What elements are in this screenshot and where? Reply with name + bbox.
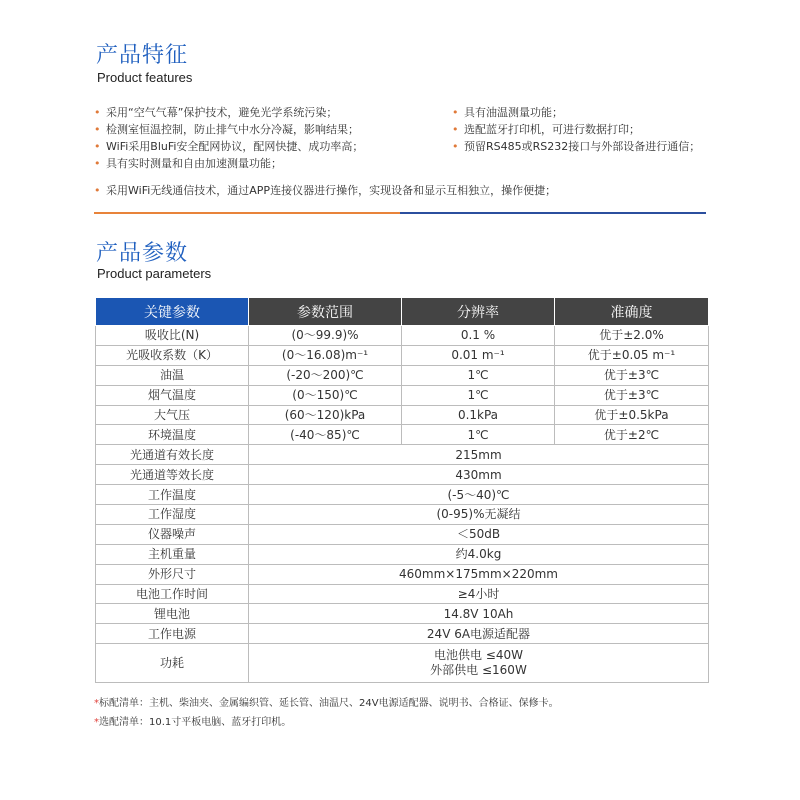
param-value: ≥4小时 — [249, 584, 709, 604]
param-resolution: 1℃ — [402, 365, 555, 385]
param-value: 14.8V 10Ah — [249, 604, 709, 624]
param-accuracy: 优于±3℃ — [555, 385, 709, 405]
param-range: (60～120)kPa — [249, 405, 402, 425]
note-star: * — [94, 698, 99, 709]
param-accuracy: 优于±0.5kPa — [555, 405, 709, 425]
table-row — [96, 544, 709, 564]
standard-list-text: 标配清单：主机、柴油夹、金属编织管、延长管、油温尺、24V电源适配器、说明书、合格证、保修卡。 — [99, 698, 559, 709]
param-name: 光通道等效长度 — [96, 465, 249, 485]
table-row — [96, 365, 709, 385]
param-accuracy: 优于±2.0% — [555, 326, 709, 346]
power-external: 外部供电 ≤160W — [430, 663, 527, 678]
feature-item — [94, 104, 444, 121]
divider-blue-segment — [400, 212, 706, 214]
optional-list-note — [94, 713, 291, 728]
param-name: 工作电源 — [96, 624, 249, 644]
feature-text: 选配蓝牙打印机，可进行数据打印； — [464, 123, 640, 136]
param-name: 油温 — [96, 365, 249, 385]
param-name: 大气压 — [96, 405, 249, 425]
parameters-subtitle: Product parameters — [97, 266, 212, 281]
param-range: (0～16.08)m⁻¹ — [249, 345, 402, 365]
bullet-icon: • — [94, 106, 101, 119]
param-name: 工作湿度 — [96, 505, 249, 525]
parameters-table — [95, 297, 709, 683]
feature-text: WiFi采用BluFi安全配网协议，配网快捷、成功率高； — [106, 140, 364, 153]
param-value: 215mm — [249, 445, 709, 465]
features-left-column — [94, 104, 444, 172]
param-value-power — [249, 644, 709, 683]
table-row — [96, 524, 709, 544]
note-star: * — [94, 717, 99, 728]
bullet-icon: • — [94, 184, 101, 197]
features-title: 产品特征 — [96, 43, 189, 68]
features-subtitle: Product features — [97, 70, 193, 85]
param-name: 烟气温度 — [96, 385, 249, 405]
feature-item — [452, 138, 722, 155]
features-right-column — [452, 104, 722, 155]
bullet-icon: • — [94, 140, 101, 153]
param-value: (0-95)%无凝结 — [249, 505, 709, 525]
table-row — [96, 505, 709, 525]
table-row — [96, 564, 709, 584]
table-header-row — [96, 298, 709, 326]
header-resolution: 分辨率 — [402, 298, 555, 326]
param-value: 430mm — [249, 465, 709, 485]
section-divider — [94, 212, 706, 214]
table-row — [96, 485, 709, 505]
param-value: ＜50dB — [249, 524, 709, 544]
bullet-icon: • — [452, 106, 459, 119]
param-name: 功耗 — [96, 644, 249, 683]
header-accuracy: 准确度 — [555, 298, 709, 326]
feature-item — [452, 121, 722, 138]
param-resolution: 0.1kPa — [402, 405, 555, 425]
bullet-icon: • — [94, 157, 101, 170]
table-row — [96, 465, 709, 485]
table-row — [96, 405, 709, 425]
table-row — [96, 445, 709, 465]
param-range: (-20～200)℃ — [249, 365, 402, 385]
param-name: 锂电池 — [96, 604, 249, 624]
param-name: 外形尺寸 — [96, 564, 249, 584]
param-name: 仪器噪声 — [96, 524, 249, 544]
param-name: 电池工作时间 — [96, 584, 249, 604]
param-value: 24V 6A电源适配器 — [249, 624, 709, 644]
param-resolution: 0.01 m⁻¹ — [402, 345, 555, 365]
table-row — [96, 604, 709, 624]
feature-item — [452, 104, 722, 121]
param-name: 主机重量 — [96, 544, 249, 564]
table-row-power — [96, 644, 709, 683]
parameters-title: 产品参数 — [96, 241, 189, 266]
param-resolution: 1℃ — [402, 385, 555, 405]
feature-text: 采用“空气气幕”保护技术，避免光学系统污染； — [106, 106, 338, 119]
param-range: (-40～85)℃ — [249, 425, 402, 445]
param-accuracy: 优于±3℃ — [555, 365, 709, 385]
feature-text: 具有实时测量和自由加速测量功能； — [106, 157, 282, 170]
param-accuracy: 优于±0.05 m⁻¹ — [555, 345, 709, 365]
table-row — [96, 326, 709, 346]
feature-item — [94, 121, 444, 138]
param-name: 光吸收系数（K） — [96, 345, 249, 365]
param-name: 工作温度 — [96, 485, 249, 505]
param-name: 环境温度 — [96, 425, 249, 445]
table-row — [96, 385, 709, 405]
standard-list-note — [94, 694, 559, 709]
param-resolution: 1℃ — [402, 425, 555, 445]
table-row — [96, 584, 709, 604]
power-battery: 电池供电 ≤40W — [433, 648, 523, 663]
param-value: 460mm×175mm×220mm — [249, 564, 709, 584]
feature-text: 检测室恒温控制，防止排气中水分冷凝，影响结果； — [106, 123, 359, 136]
bullet-icon: • — [94, 123, 101, 136]
bullet-icon: • — [452, 123, 459, 136]
param-name: 光通道有效长度 — [96, 445, 249, 465]
feature-item-wide — [94, 182, 556, 199]
optional-list-text: 选配清单：10.1寸平板电脑、蓝牙打印机。 — [99, 717, 292, 728]
header-key-parameter: 关键参数 — [96, 298, 249, 326]
param-value: 约4.0kg — [249, 544, 709, 564]
param-value: (-5～40)℃ — [249, 485, 709, 505]
param-name: 吸收比(N) — [96, 326, 249, 346]
feature-text: 采用WiFi无线通信技术，通过APP连接仪器进行操作，实现设备和显示互相独立，操作便捷； — [106, 184, 557, 197]
feature-text: 预留RS485或RS232接口与外部设备进行通信； — [464, 140, 701, 153]
param-accuracy: 优于±2℃ — [555, 425, 709, 445]
bullet-icon: • — [452, 140, 459, 153]
divider-orange-segment — [94, 212, 400, 214]
table-row — [96, 425, 709, 445]
feature-item — [94, 138, 444, 155]
param-range: (0～150)℃ — [249, 385, 402, 405]
table-row — [96, 345, 709, 365]
param-resolution: 0.1 % — [402, 326, 555, 346]
table-row — [96, 624, 709, 644]
param-range: (0～99.9)% — [249, 326, 402, 346]
feature-text: 具有油温测量功能； — [464, 106, 563, 119]
header-range: 参数范围 — [249, 298, 402, 326]
feature-item — [94, 155, 444, 172]
